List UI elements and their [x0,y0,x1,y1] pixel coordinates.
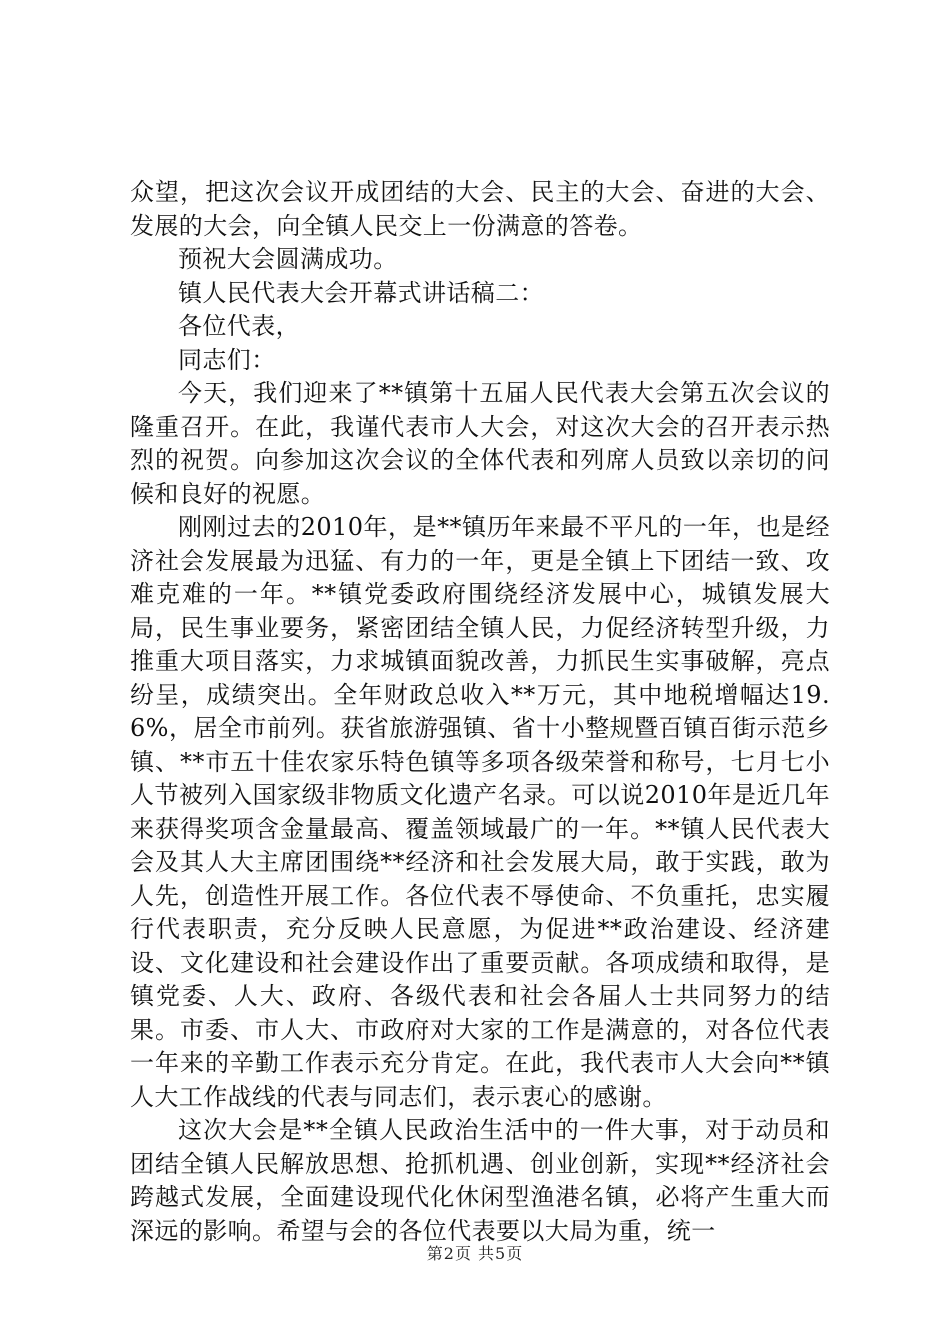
salutation-delegates: 各位代表， [178,312,300,340]
paragraph-review: 刚刚过去的2010年，是**镇历年来最不平凡的一年，也是经济社会发展最为迅猛、有力的一年，更是全镇上下团结一致、攻难克难的一年。**镇党委政府围绕经济发展中心，城镇发展大局，民生事业要务，紧密团结全镇人民，力促经济转型升级，力推重大项目落实，力求城镇面貌改善，力抓民生实事破解，亮点纷呈，成绩突出。全年财政总收入**万元，其中地税增幅达19.6%，居全市前列。获省旅游强镇、省十小整规暨百镇百街示范乡镇、**市五十佳农家乐特色镇等多项各级荣誉和称号，七月七小人节被列入国家级非物质文化遗产名录。可以说2010年是近几年来获得奖项含金量最高、覆盖领域最广的一年。**镇人民代表大会及其人大主席团围绕**经济和社会发展大局，敢于实践，敢为人先，创造性开展工作。各位代表不辱使命、不负重托，忠实履行代表职责，充分反映人民意愿，为促进**政治建设、经济建设、文化建设和社会建设作出了重要贡献。各项成绩和取得，是镇党委、人大、政府、各级代表和社会各届人士共同努力的结果。市委、市人大、市政府对大家的工作是满意的，对各位代表一年来的辛勤工作表示充分肯定。在此，我代表市人大会向**镇人大工作战线的代表与同志们，表示衷心的感谢。 [130,513,830,1111]
paragraph-opening: 今天，我们迎来了**镇第十五届人民代表大会第五次会议的隆重召开。在此，我谨代表市人大会，对这次大会的召开表示热烈的祝贺。向参加这次会议的全体代表和列席人员致以亲切的问候和良好的祝愿。 [130,379,830,508]
paragraph-wish: 预祝大会圆满成功。 [178,245,398,273]
paragraph-significance: 这次大会是**全镇人民政治生活中的一件大事，对于动员和团结全镇人民解放思想、抢抓机遇、创业创新，实现**经济社会跨越式发展，全面建设现代化休闲型渔港名镇，必将产生重大而深远的影响。希望与会的各位代表要以大局为重，统一 [130,1116,830,1245]
document-body [130,176,830,1248]
page-number-footer: 第2页 共5页 [426,1244,524,1263]
salutation-comrades: 同志们： [178,345,276,374]
paragraph-continuation: 众望，把这次会议开成团结的大会、民主的大会、奋进的大会、发展的大会，向全镇人民交上一份满意的答卷。 [130,178,830,240]
section-heading: 镇人民代表大会开幕式讲话稿二： [178,278,544,307]
